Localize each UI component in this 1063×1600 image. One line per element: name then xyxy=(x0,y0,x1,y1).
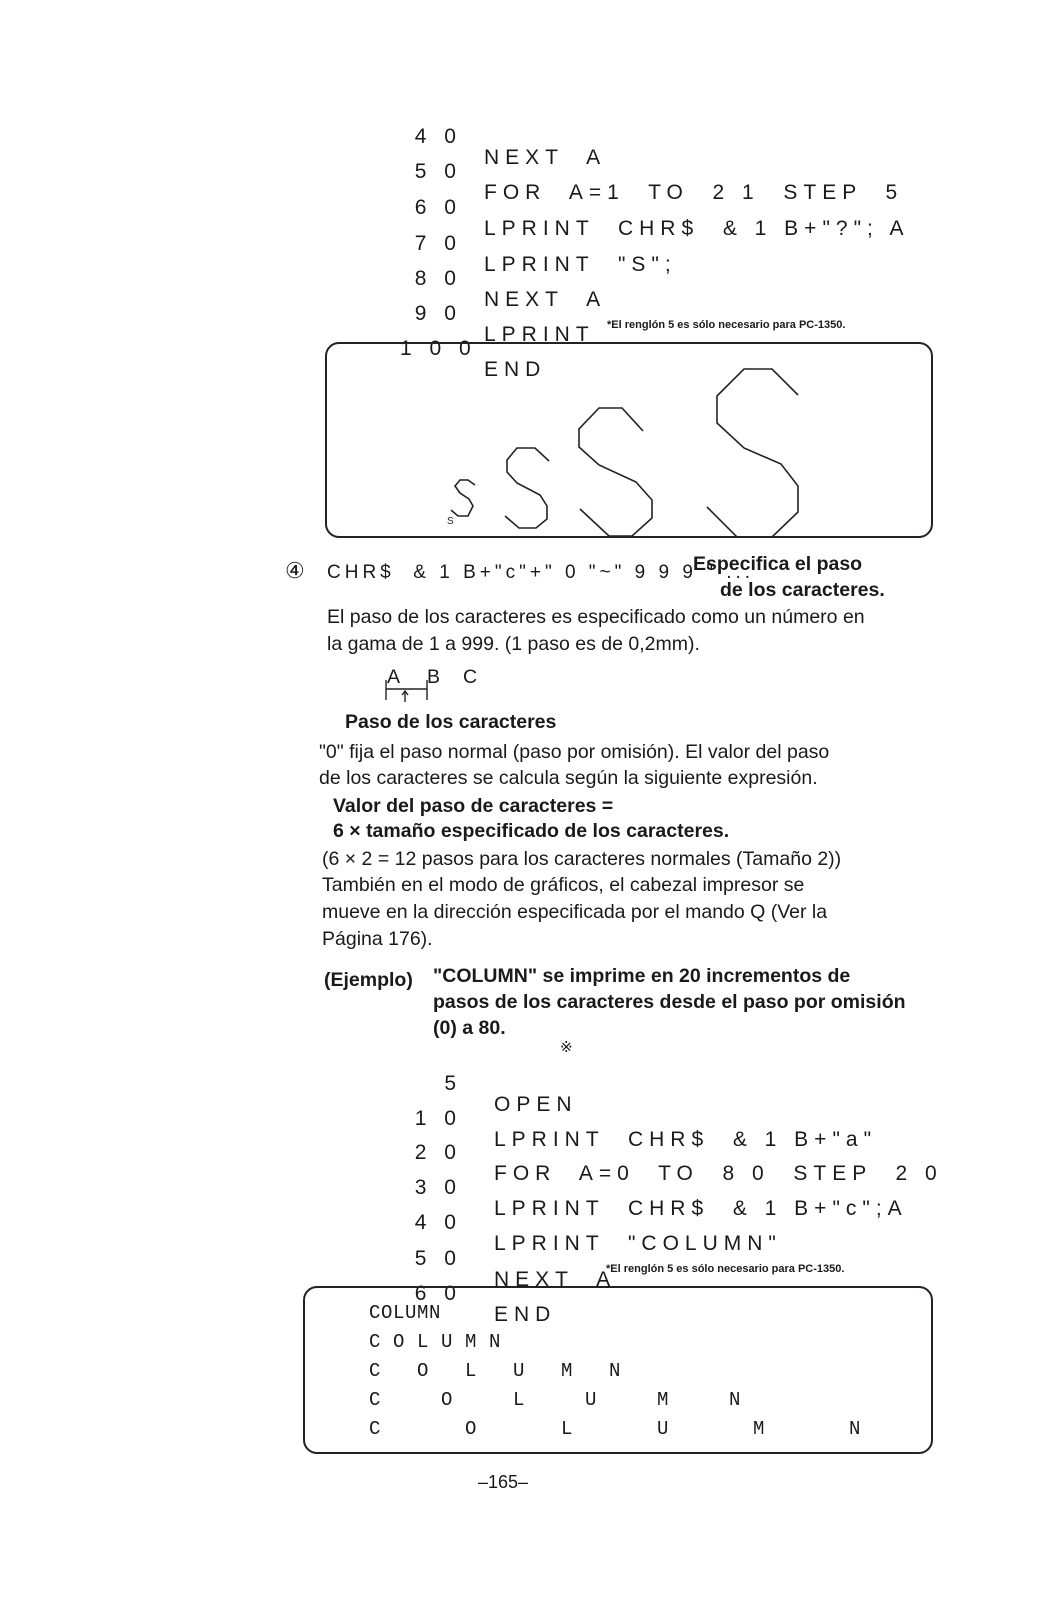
paragraph-3-line3: mueve en la dirección especificada por el mando Q (Ver la xyxy=(322,901,828,923)
line-number: 4 0 xyxy=(414,125,462,148)
column-letter: U xyxy=(513,1360,525,1382)
print-output-2 xyxy=(303,1286,933,1454)
code-text: NEXT A xyxy=(494,1268,617,1291)
line-number: 6 0 xyxy=(414,1282,462,1305)
line-number: 1 0 0 xyxy=(400,337,477,360)
line-number: 8 0 xyxy=(414,267,462,290)
diagram-letter-a: A xyxy=(387,666,401,688)
code-text: LPRINT CHR$ & 1 B+"a" xyxy=(494,1128,878,1151)
code-text: LPRINT "COLUMN" xyxy=(494,1232,782,1255)
example-line1: "COLUMN" se imprime en 20 incrementos de xyxy=(433,965,851,987)
size-s-graphic xyxy=(327,344,931,536)
formula-line2: 6 × tamaño especificado de los caracteres. xyxy=(333,820,730,842)
paragraph-1-line1: El paso de los caracteres es especificado como un número en xyxy=(327,606,865,628)
column-letter: M xyxy=(417,1302,429,1324)
code-text: FOR A=0 TO 8 0 STEP 2 0 xyxy=(494,1162,943,1185)
column-letter: C xyxy=(369,1331,381,1353)
column-letter: N xyxy=(489,1331,501,1353)
column-letter: N xyxy=(849,1418,861,1440)
footnote-2: *El renglón 5 es sólo necesario para PC-1350. xyxy=(606,1263,845,1275)
code-text: LPRINT CHR$ & 1 B+"c";A xyxy=(494,1197,908,1220)
paragraph-3-line1: (6 × 2 = 12 pasos para los caracteres normales (Tamaño 2)) xyxy=(322,848,842,870)
column-letter: N xyxy=(729,1389,741,1411)
example-line2: pasos de los caracteres desde el paso por omisión xyxy=(433,991,906,1013)
column-letter: O xyxy=(465,1418,477,1440)
s-letter-size-2 xyxy=(451,480,475,516)
column-letter: O xyxy=(441,1389,453,1411)
column-letter: U xyxy=(441,1331,453,1353)
code-text: LPRINT "S"; xyxy=(484,253,677,276)
column-letter: N xyxy=(609,1360,621,1382)
column-letter: C xyxy=(369,1302,381,1324)
line-number: 5 0 xyxy=(414,1247,462,1270)
column-letter: N xyxy=(429,1302,441,1324)
column-letter: U xyxy=(657,1418,669,1440)
formula-line1: Valor del paso de caracteres = xyxy=(333,795,614,817)
code-text: LPRINT CHR$ & 1 B+"?"; A xyxy=(484,217,910,240)
line-number: 5 0 xyxy=(414,160,462,183)
code-text: FOR A=1 TO 2 1 STEP 5 xyxy=(484,181,904,204)
line-number: 4 0 xyxy=(414,1211,462,1234)
print-output-1 xyxy=(325,342,933,538)
column-letter: C xyxy=(369,1389,381,1411)
s-letter-size-1: S xyxy=(447,516,454,527)
s-letter-size-5 xyxy=(707,369,798,536)
section-title-line2: de los caracteres. xyxy=(720,579,885,601)
line-number: 3 0 xyxy=(414,1176,462,1199)
column-letter: L xyxy=(513,1389,525,1411)
column-letter: M xyxy=(465,1331,477,1353)
column-letter: U xyxy=(405,1302,417,1324)
code-text: LPRINT xyxy=(484,323,595,346)
diagram-letter-c: C xyxy=(463,666,478,688)
code-text: OPEN xyxy=(494,1093,578,1116)
circle-number-4: ④ xyxy=(285,558,305,583)
diagram-letter-b: B xyxy=(427,666,441,688)
page-number: –165– xyxy=(478,1472,529,1492)
column-letter: O xyxy=(417,1360,429,1382)
line-number: 6 0 xyxy=(414,196,462,219)
column-letter: L xyxy=(393,1302,405,1324)
example-line3: (0) a 80. xyxy=(433,1017,506,1039)
paragraph-2-line1: "0" fija el paso normal (paso por omisión). El valor del paso xyxy=(319,741,830,763)
column-letter: C xyxy=(369,1418,381,1440)
column-letter: L xyxy=(417,1331,429,1353)
line-number: 7 0 xyxy=(414,232,462,255)
paragraph-3-line4: Página 176). xyxy=(322,928,433,950)
column-letter: M xyxy=(561,1360,573,1382)
column-letter: L xyxy=(465,1360,477,1382)
column-letter: M xyxy=(657,1389,669,1411)
line-number: 1 0 xyxy=(414,1107,462,1130)
footnote: *El renglón 5 es sólo necesario para PC-1350. xyxy=(607,319,846,331)
paragraph-3-line2: También en el modo de gráficos, el cabezal impresor se xyxy=(322,874,805,896)
command-syntax: CHR$ & 1 B+"c"+" 0 "~" 9 9 9 " ... xyxy=(327,562,755,583)
column-letter: U xyxy=(585,1389,597,1411)
example-label: (Ejemplo) xyxy=(324,969,413,991)
line-number: 5 xyxy=(444,1072,462,1095)
open-mark: ※ xyxy=(560,1039,573,1056)
s-letter-size-4 xyxy=(579,408,652,536)
code-text: END xyxy=(494,1303,557,1326)
paragraph-1-line2: la gama de 1 a 999. (1 paso es de 0,2mm). xyxy=(327,633,700,655)
s-letter-size-3 xyxy=(505,448,549,528)
line-number: 2 0 xyxy=(414,1141,462,1164)
code-text: NEXT A xyxy=(484,146,607,169)
column-letter: O xyxy=(381,1302,393,1324)
column-letter: O xyxy=(393,1331,405,1353)
pitch-bracket-icon xyxy=(380,678,440,704)
column-letter: L xyxy=(561,1418,573,1440)
line-number: 9 0 xyxy=(414,302,462,325)
code-text: NEXT A xyxy=(484,288,607,311)
column-letter: M xyxy=(753,1418,765,1440)
code-text: END xyxy=(484,358,547,381)
diagram-caption: Paso de los caracteres xyxy=(345,711,557,733)
column-letter: C xyxy=(369,1360,381,1382)
section-title-line1: Especifica el paso xyxy=(693,553,863,575)
paragraph-2-line2: de los caracteres se calcula según la siguiente expresión. xyxy=(319,767,818,789)
